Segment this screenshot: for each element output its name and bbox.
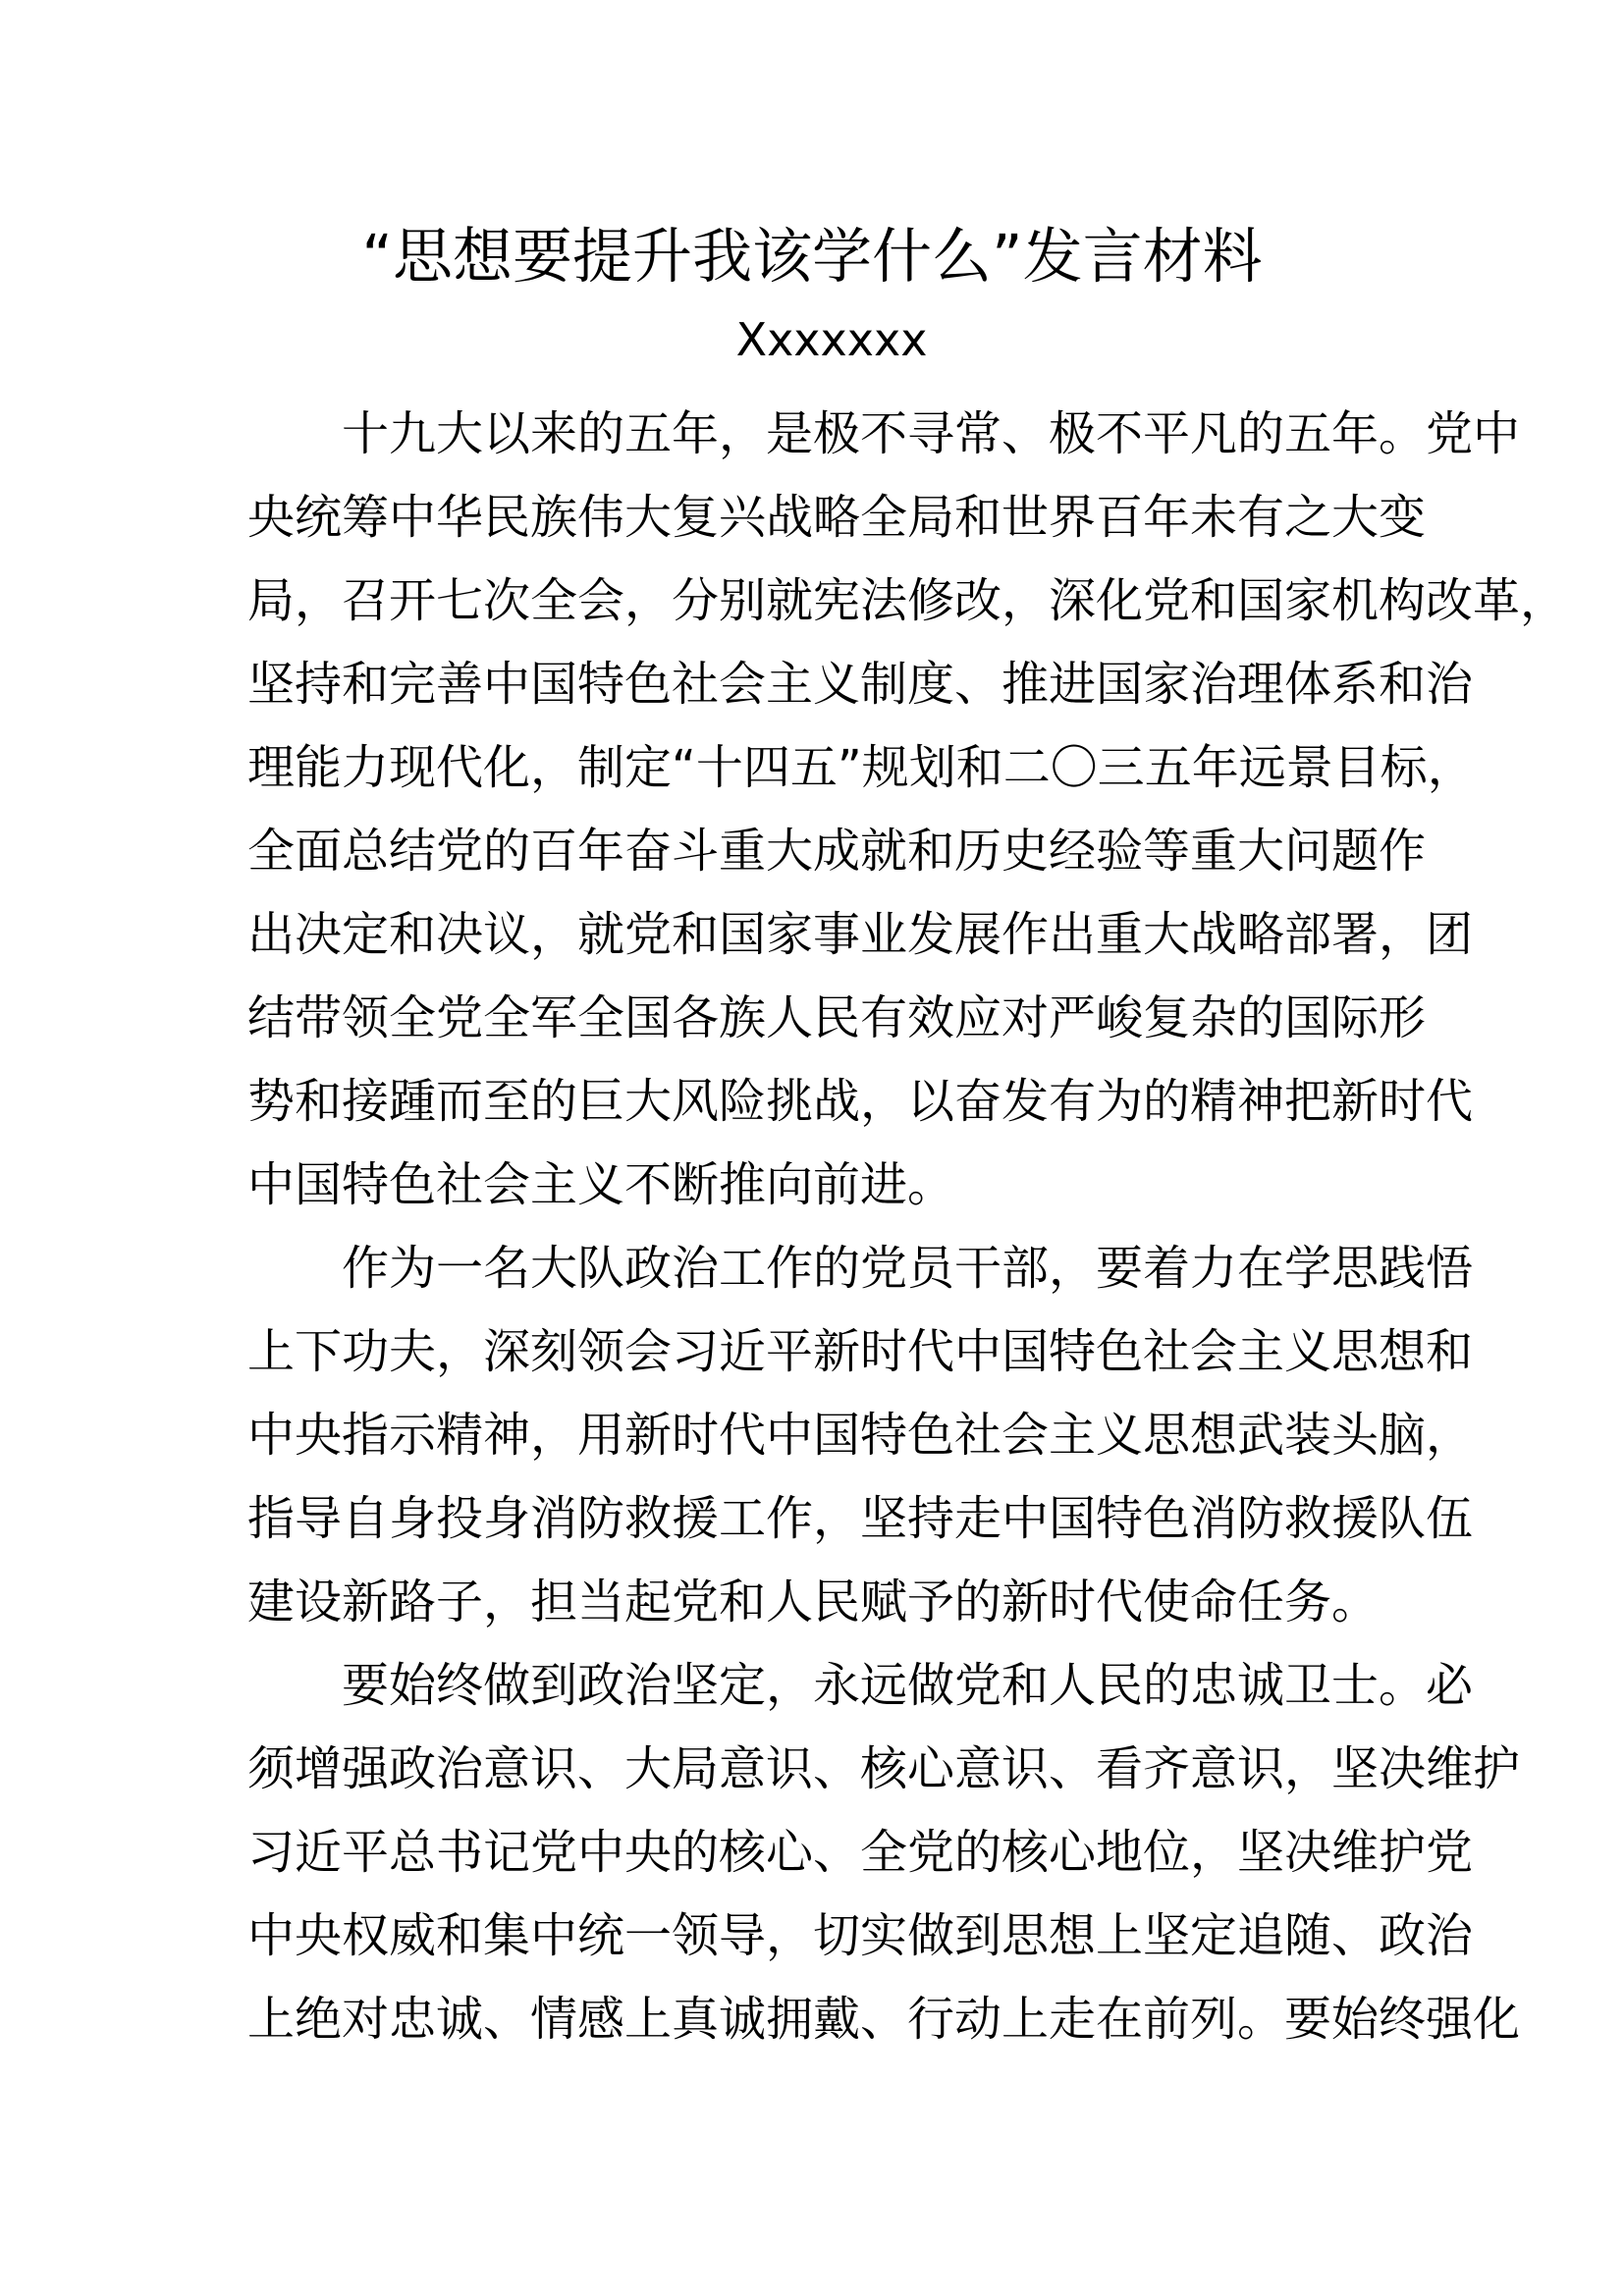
paragraph-line: 中央权威和集中统一领导，切实做到思想上坚定追随、政治: [247, 1908, 1474, 1963]
paragraph-line: 习近平总书记党中央的核心、全党的核心地位，坚决维护党: [247, 1825, 1474, 1880]
paragraph-line: 上下功夫，深刻领会习近平新时代中国特色社会主义思想和: [247, 1324, 1474, 1379]
paragraph-line: 出决定和决议，就党和国家事业发展作出重大战略部署，团: [247, 907, 1474, 962]
paragraph-line: 须增强政治意识、大局意识、核心意识、看齐意识，坚决维护: [247, 1741, 1521, 1796]
paragraph-line: 局，召开七次全会，分别就宪法修改，深化党和国家机构改革，: [247, 573, 1568, 628]
paragraph-line: 中央指示精神，用新时代中国特色社会主义思想武装头脑，: [247, 1408, 1474, 1463]
paragraph-line: 央统筹中华民族伟大复兴战略全局和世界百年未有之大变: [247, 490, 1427, 545]
paragraph-line: 全面总结党的百年奋斗重大成就和历史经验等重大问题作: [247, 824, 1427, 879]
document-title: “思想要提升我该学什么”发言材料: [361, 222, 1263, 292]
paragraph-line: 要始终做到政治坚定，永远做党和人民的忠诚卫士。必: [342, 1658, 1474, 1713]
paragraph-line: 指导自身投身消防救援工作，坚持走中国特色消防救援队伍: [247, 1491, 1474, 1546]
paragraph: [247, 1227, 1474, 1644]
paragraph-line: 势和接踵而至的巨大风险挑战，以奋发有为的精神把新时代: [247, 1074, 1474, 1129]
document-author: Xxxxxxx: [735, 313, 928, 366]
paragraph-line: 结带领全党全军全国各族人民有效应对严峻复杂的国际形: [247, 990, 1427, 1045]
paragraph-line: 中国特色社会主义不断推向前进。: [247, 1157, 955, 1212]
paragraph-line: 建设新路子，担当起党和人民赋予的新时代使命任务。: [247, 1575, 1380, 1629]
paragraph-line: 上绝对忠诚、情感上真诚拥戴、行动上走在前列。要始终强化: [247, 1992, 1521, 2047]
paragraph-line: 理能力现代化，制定“十四五”规划和二〇三五年远景目标，: [247, 740, 1475, 795]
paragraph-line: 十九大以来的五年，是极不寻常、极不平凡的五年。党中: [342, 406, 1521, 461]
paragraph: [247, 393, 1568, 1227]
paragraph: [247, 1644, 1521, 2061]
paragraph-line: 作为一名大队政治工作的党员干部，要着力在学思践悟: [342, 1241, 1474, 1296]
paragraph-line: 坚持和完善中国特色社会主义制度、推进国家治理体系和治: [247, 657, 1474, 712]
document-body: [247, 393, 1568, 2061]
